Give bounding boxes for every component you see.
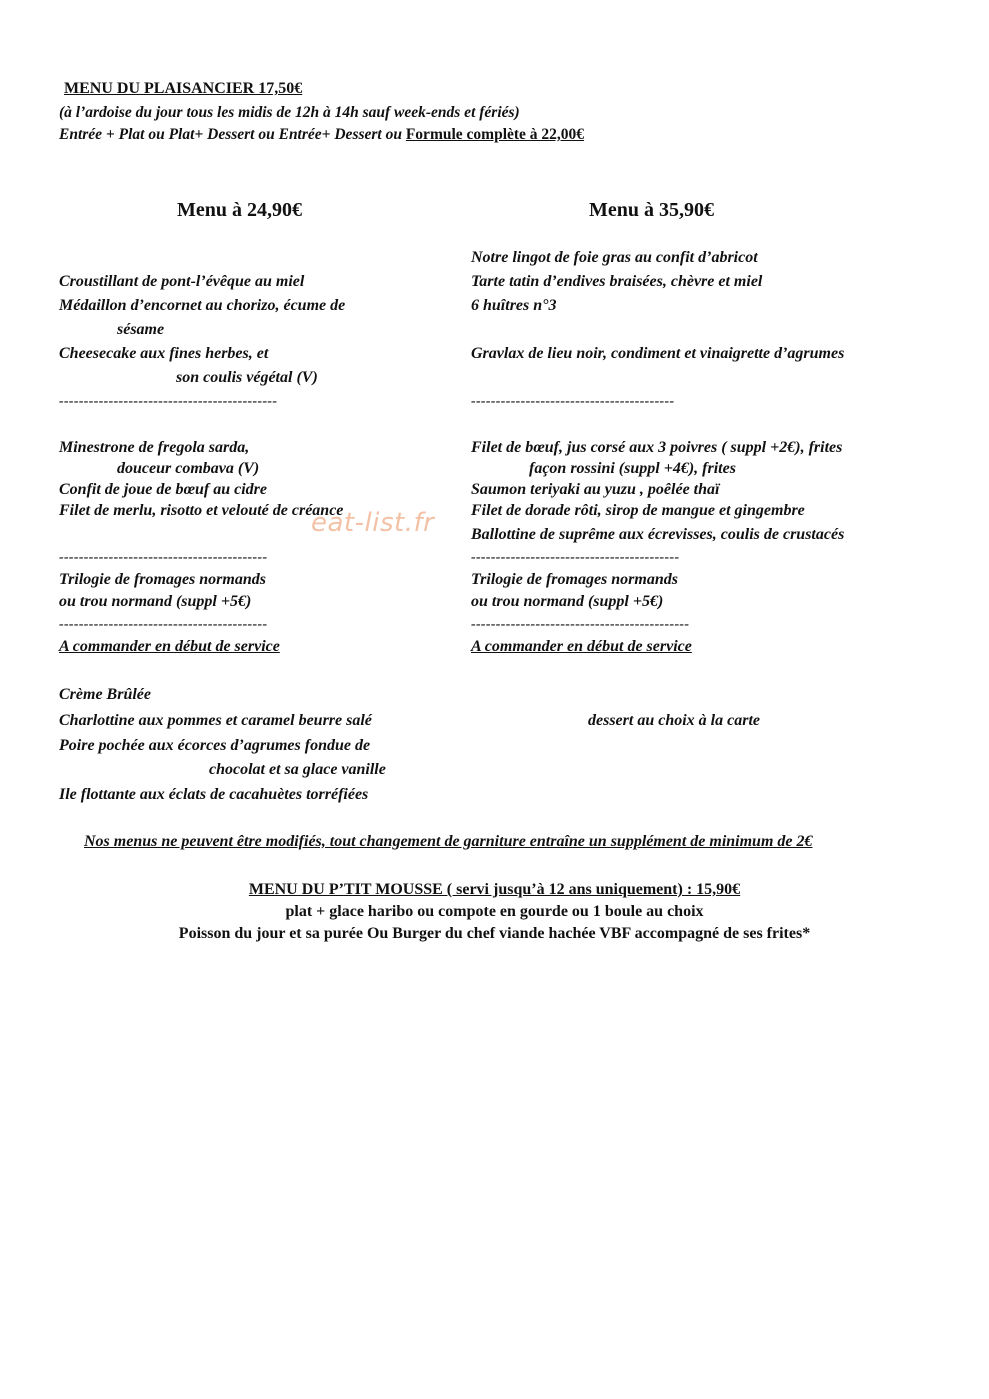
left-entree-3: Cheesecake aux fines herbes, et [59,345,269,362]
right-entree-2: Tarte tatin d’endives braisées, chèvre et miel [471,273,763,290]
left-plat-3: Filet de merlu, risotto et velouté de créance [59,502,344,519]
left-dessert-2: Charlottine aux pommes et caramel beurre salé [59,712,372,729]
left-plat-2: Confit de joue de bœuf au cidre [59,481,267,498]
left-dessert-3: Poire pochée aux écorces d’agrumes fondue de [59,737,371,754]
right-fromage-1: Trilogie de fromages normands [471,571,678,588]
menu-right-title: Menu à 35,90€ [589,199,714,221]
right-entree-1: Notre lingot de foie gras au confit d’abricot [471,249,758,266]
left-dessert-1: Crème Brûlée [59,686,151,703]
plaisancier-options [59,126,584,144]
right-plat-1: Filet de bœuf, jus corsé aux 3 poivres ( suppl +2€), frites [471,439,843,456]
right-dessert: dessert au choix à la carte [588,712,760,729]
menu-left-title: Menu à 24,90€ [177,199,302,221]
right-separator-1: ----------------------------------------- [471,394,675,409]
left-entree-2: Médaillon d’encornet au chorizo, écume de [59,297,346,314]
left-separator-1: -------------------------------------------- [59,394,278,409]
mousse-block [0,879,989,945]
plaisancier-formule: Formule complète à 22,00€ [405,126,585,143]
left-dessert-4: Ile flottante aux éclats de cacahuètes torréfiées [59,786,369,803]
right-separator-3: -------------------------------------------- [471,617,690,632]
mousse-line-2: Poisson du jour et sa purée Ou Burger du chef viande hachée VBF accompagné de ses frites* [178,925,811,942]
left-fromage-1: Trilogie de fromages normands [59,571,266,588]
right-plat-2: Saumon teriyaki au yuzu , poêlée thaï [471,481,720,498]
right-commander: A commander en début de service [471,638,692,655]
left-entree-1: Croustillant de pont-l’évêque au miel [59,273,305,290]
right-plat-4: Ballottine de suprême aux écrevisses, coulis de crustacés [471,526,845,543]
left-separator-3: ------------------------------------------ [59,617,268,632]
menu-notice: Nos menus ne peuvent être modifiés, tout changement de garniture entraîne un supplément de minimum de 2€ [84,833,813,850]
left-plat-1: Minestrone de fregola sarda, [59,439,250,456]
left-fromage-2: ou trou normand (suppl +5€) [59,593,252,610]
mousse-title: MENU DU P’TIT MOUSSE ( servi jusqu’à 12 ans uniquement) : 15,90€ [248,881,741,898]
left-entree-2-cont: sésame [117,321,165,338]
right-fromage-2: ou trou normand (suppl +5€) [471,593,664,610]
plaisancier-options-text: Entrée + Plat ou Plat+ Dessert ou Entrée+ Dessert ou [59,126,406,143]
right-entree-3: 6 huîtres n°3 [471,297,557,314]
plaisancier-title: MENU DU PLAISANCIER 17,50€ [64,80,303,97]
mousse-line-1: plat + glace haribo ou compote en gourde ou 1 boule au choix [285,903,704,920]
right-plat-3: Filet de dorade rôti, sirop de mangue et gingembre [471,502,805,519]
left-entree-3-cont: son coulis végétal (V) [176,369,318,386]
left-commander: A commander en début de service [59,638,280,655]
left-dessert-3-cont: chocolat et sa glace vanille [209,761,386,778]
right-separator-2: ------------------------------------------ [471,550,680,565]
left-separator-2: ------------------------------------------ [59,550,268,565]
left-plat-1-cont: douceur combava (V) [117,460,260,477]
right-plat-1-cont: façon rossini (suppl +4€), frites [529,460,736,477]
watermark: eat-list.fr [311,508,435,538]
right-entree-4: Gravlax de lieu noir, condiment et vinaigrette d’agrumes [471,345,845,362]
plaisancier-subtitle: (à l’ardoise du jour tous les midis de 12h à 14h sauf week-ends et fériés) [59,104,520,121]
